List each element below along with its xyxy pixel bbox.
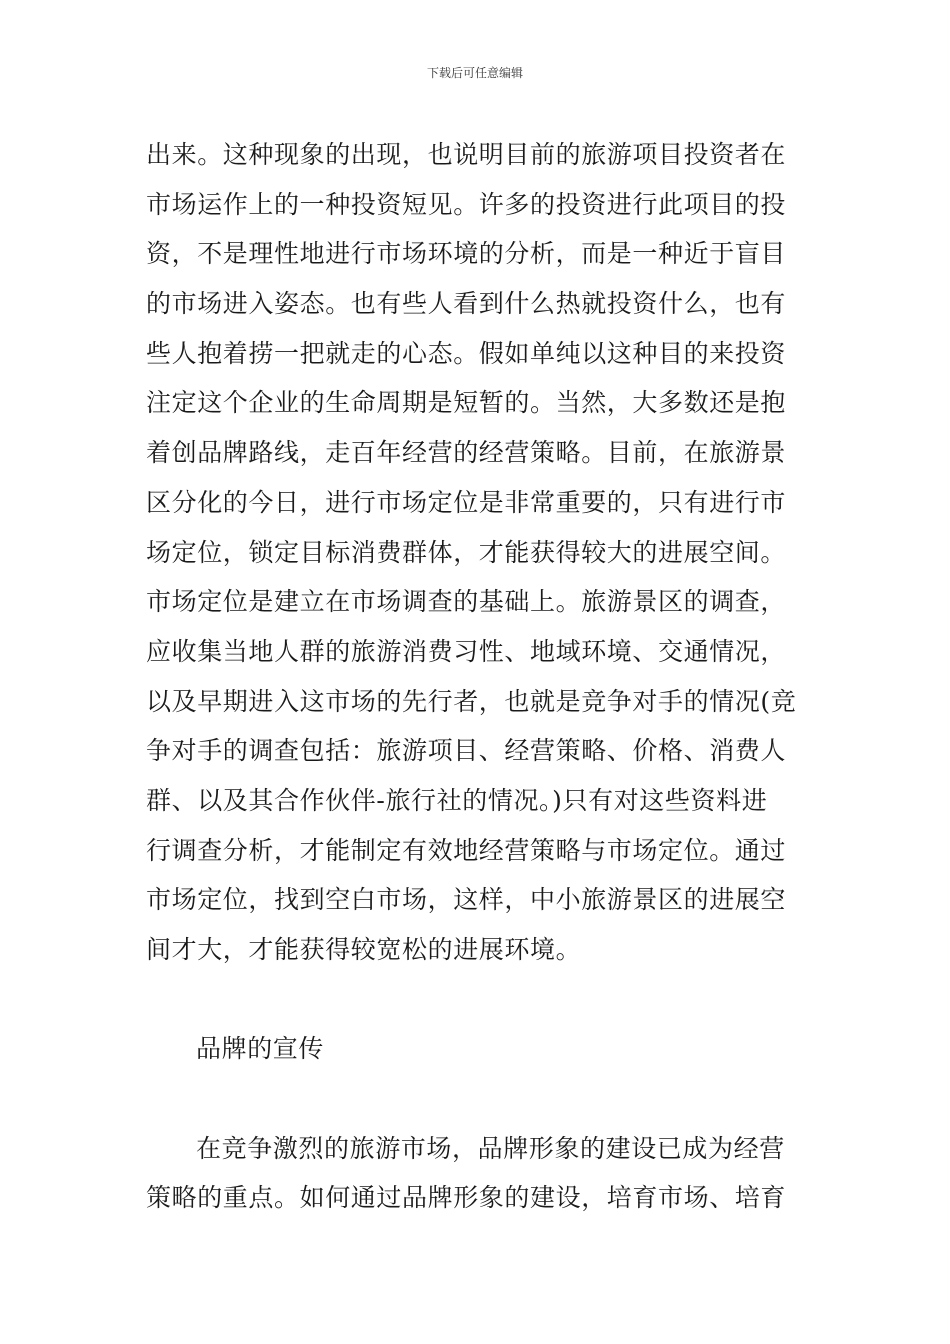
document-body <box>146 130 808 1223</box>
text-line: 行调查分析，才能制定有效地经营策略与市场定位。通过 <box>146 835 787 865</box>
text-line: 争对手的调查包括：旅游项目、经营策略、价格、消费人 <box>146 736 787 766</box>
text-line: 些人抱着捞一把就走的心态。假如单纯以这种目的来投资 <box>146 338 787 368</box>
text-line: 资，不是理性地进行市场环境的分析，而是一种近于盲目 <box>146 239 787 269</box>
text-line: 注定这个企业的生命周期是短暂的。当然，大多数还是抱 <box>146 388 787 418</box>
paragraph-gap <box>146 1074 808 1124</box>
text-line: 间才大，才能获得较宽松的进展环境。 <box>146 935 582 964</box>
text-line: 的市场进入姿态。也有些人看到什么热就投资什么，也有 <box>146 289 787 319</box>
text-line: 出来。这种现象的出现，也说明目前的旅游项目投资者在 <box>146 140 787 169</box>
page-header: 下载后可任意编辑 <box>426 66 523 80</box>
text-line: 应收集当地人群的旅游消费习性、地域环境、交通情况， <box>146 636 787 666</box>
text-line: 群、以及其合作伙伴-旅行社的情况。)只有对这些资料进 <box>146 785 768 815</box>
body-paragraph <box>146 1124 808 1223</box>
text-line: 策略的重点。如何通过品牌形象的建设，培育市场、培育 <box>146 1183 787 1213</box>
text-line: 场定位，锁定目标消费群体，才能获得较大的进展空间。 <box>146 537 787 567</box>
paragraph-gap <box>146 975 808 1025</box>
text-line: 市场运作上的一种投资短见。许多的投资进行此项目的投 <box>146 189 787 219</box>
text-line: 在竞争激烈的旅游市场，品牌形象的建设已成为经营 <box>196 1133 785 1163</box>
text-line: 市场定位，找到空白市场，这样，中小旅游景区的进展空 <box>146 885 787 915</box>
section-heading: 品牌的宣传 <box>196 1034 325 1064</box>
text-line: 区分化的今日，进行市场定位是非常重要的，只有进行市 <box>146 487 787 517</box>
text-line: 以及早期进入这市场的先行者，也就是竞争对手的情况(竞 <box>146 686 797 716</box>
text-line: 着创品牌路线，走百年经营的经营策略。目前，在旅游景 <box>146 438 787 468</box>
body-paragraph <box>146 130 808 975</box>
text-line: 市场定位是建立在市场调查的基础上。旅游景区的调查， <box>146 587 787 617</box>
